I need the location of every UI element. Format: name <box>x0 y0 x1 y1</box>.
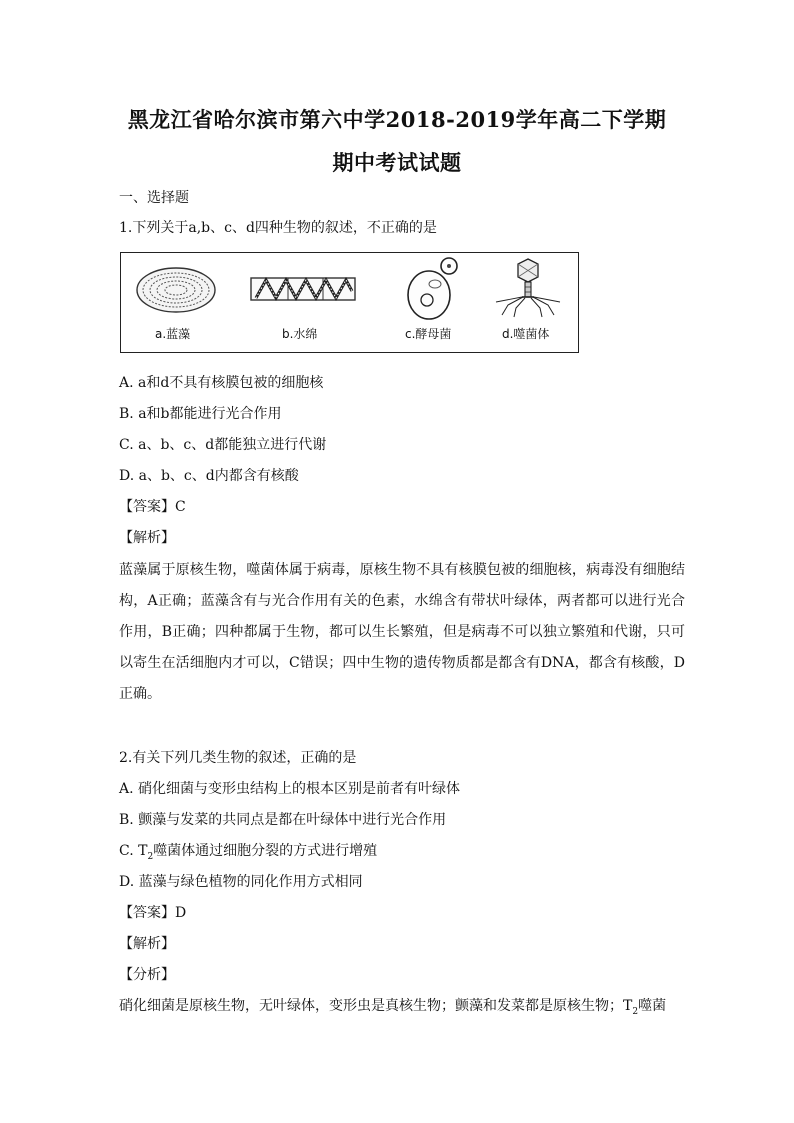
figure-item-d <box>486 253 571 352</box>
question-2-option-c <box>119 841 377 867</box>
question-1-stem: 1.下列关于a,b、c、d四种生物的叙述，不正确的是 <box>119 220 437 236</box>
blue-algae-icon <box>131 253 221 323</box>
spirogyra-icon <box>248 253 358 323</box>
figure-caption-b: b.水绵 <box>282 327 318 341</box>
analysis-text-pre: 硝化细菌是原核生物，无叶绿体，变形虫是真核生物；颤藻和发菜都是原核生物；T <box>119 998 633 1014</box>
analysis-subscript: 2 <box>632 1006 639 1017</box>
question-1-answer: 【答案】C <box>119 499 186 515</box>
question-1-option-c: C. a、b、c、d都能独立进行代谢 <box>119 437 327 453</box>
question-2-analysis-sub-label: 【分析】 <box>119 967 175 983</box>
question-1-option-a: A. a和d不具有核膜包被的细胞核 <box>119 375 324 391</box>
document-title-line-1: 黑龙江省哈尔滨市第六中学2018-2019学年高二下学期 <box>127 107 667 132</box>
yeast-icon <box>393 253 473 325</box>
bacteriophage-icon <box>486 253 571 325</box>
figure-item-a <box>131 253 221 352</box>
question-2-answer: 【答案】D <box>119 905 187 921</box>
question-2-option-a: A. 硝化细菌与变形虫结构上的根本区别是前者有叶绿体 <box>119 781 461 797</box>
question-2-stem: 2.有关下列几类生物的叙述，正确的是 <box>119 750 357 766</box>
question-2-option-b: B. 颤藻与发菜的共同点是都在叶绿体中进行光合作用 <box>119 812 447 828</box>
analysis-text-post: 噬菌 <box>638 998 667 1014</box>
figure-item-c <box>393 253 473 352</box>
question-2-analysis <box>119 996 666 1022</box>
question-1-analysis: 蓝藻属于原核生物，噬菌体属于病毒，原核生物不具有核膜包被的细胞核，病毒没有细胞结构，A正确；蓝藻含有与光合作用有关的色素，水绵含有带状叶绿体，两者都可以进行光合作用，B正确；四种都属于生物，都可以生长繁殖，但是病毒不可以独立繁殖和代谢，只可以寄生在活细胞内才可以，C错误；四中生物的遗传物质都是都含有DNA，都含有核酸，D正确。 <box>119 562 685 702</box>
figure-caption-c: c.酵母菌 <box>405 327 452 341</box>
option-c-text: 噬菌体通过细胞分裂的方式进行增殖 <box>153 843 378 859</box>
document-title-line-2: 期中考试试题 <box>332 150 462 175</box>
section-heading: 一、选择题 <box>119 190 189 206</box>
option-c-subscript: 2 <box>147 851 154 862</box>
question-1-analysis-label: 【解析】 <box>119 530 175 546</box>
question-1-option-d: D. a、b、c、d内都含有核酸 <box>119 468 299 484</box>
question-1-option-b: B. a和b都能进行光合作用 <box>119 406 282 422</box>
question-2-option-d: D. 蓝藻与绿色植物的同化作用方式相同 <box>119 874 363 890</box>
question-1-figure <box>120 252 579 353</box>
question-2-analysis-label: 【解析】 <box>119 936 175 952</box>
figure-item-b <box>248 253 358 352</box>
figure-caption-a: a.蓝藻 <box>155 327 191 341</box>
figure-caption-d: d.噬菌体 <box>502 327 550 341</box>
option-c-prefix: C. T <box>119 843 148 859</box>
